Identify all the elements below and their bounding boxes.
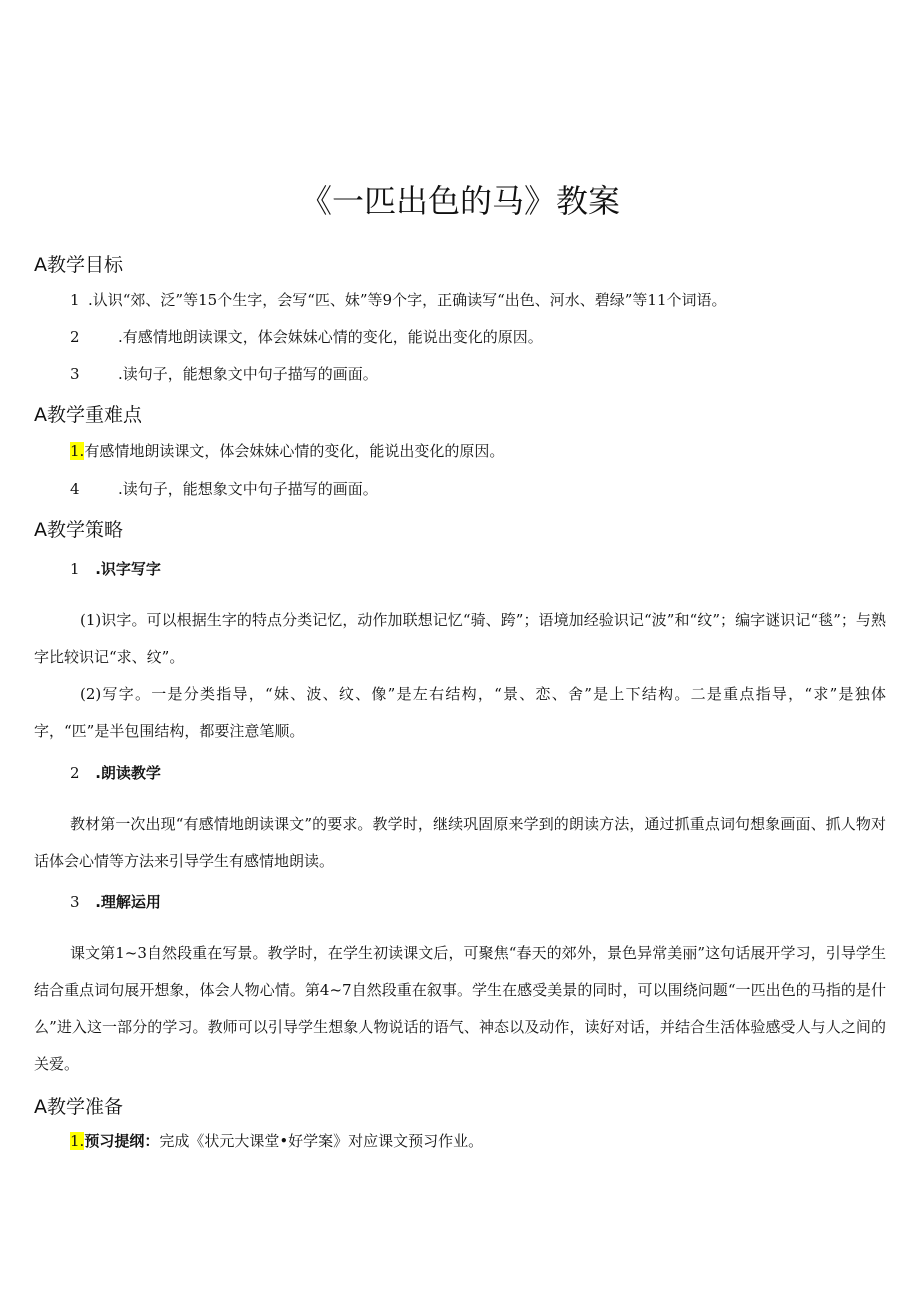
item-number: 1 [70,291,80,309]
sub-number: 1 [70,560,80,578]
strategy-sub-heading-1 [70,558,161,579]
strategy-paragraph-4: 课文第1~3自然段重在写景。教学时，在学生初读课文后，可聚焦“春天的郊外，景色异常美丽”这句话展开学习，引导学生结合重点词句展开想象，体会人物心情。第4~7自然段重在叙事。学生在感受美景的同时，可以围绕问题“一匹出色的马指的是什么”进入这一部分的学习。教师可以引导学生想象人物说话的语气、神态以及动作，读好对话，并结合生活体验感受人与人之间的关爱。 [34,944,886,1073]
strategy-paragraph-1: (1)识字。可以根据生字的特点分类记忆，动作加联想记忆“骑、跨”；语境加经验识记“波”和“纹”；编字谜识记“毯”；与熟字比较识记“求、纹”。 [34,611,886,666]
sub-number: 2 [70,764,80,782]
document-title: 《一匹出色的马》教案 [299,182,620,220]
key-point-item-2 [70,478,378,499]
section-heading-strategy: A教学策略 [34,519,123,541]
sub-label: .识字写字 [95,560,161,578]
goal-item-2 [70,326,543,347]
goal-item-1 [70,289,727,310]
strategy-sub-heading-3 [70,891,161,912]
strategy-paragraph-3: 教材第一次出现“有感情地朗读课文”的要求。教学时，继续巩固原来学到的朗读方法，通过抓重点词句想象画面、抓人物对话体会心情等方法来引导学生有感情地朗读。 [34,815,886,870]
item-number-highlight: 1. [70,442,85,460]
strategy-paragraph-2: (2)写字。一是分类指导，“妹、波、纹、像”是左右结构，“景、恋、舍”是上下结构。二是重点指导，“求”是独体字，“匹”是半包围结构，都要注意笔顺。 [34,685,886,740]
item-text: .读句子，能想象文中句子描写的画面。 [118,480,378,498]
item-label: 预习提纲： [84,1132,160,1150]
item-text: .读句子，能想象文中句子描写的画面。 [118,365,378,383]
item-text: .认识“郊、泛”等15个生字，会写“匹、妹”等9个字，正确读写“出色、河水、碧绿”等11个词语。 [88,291,727,309]
key-point-item-1 [70,440,504,461]
section-heading-goals: A教学目标 [34,254,123,276]
section-heading-preparation: A教学准备 [34,1096,123,1118]
item-text: 完成《状元大课堂•好学案》对应课文预习作业。 [159,1132,484,1150]
item-number-highlight: 1. [70,1132,85,1150]
sub-label: .理解运用 [95,893,161,911]
sub-number: 3 [70,893,80,911]
item-text: 有感情地朗读课文，体会妹妹心情的变化，能说出变化的原因。 [84,442,505,460]
goal-item-3 [70,363,378,384]
section-heading-key-points: A教学重难点 [34,404,142,426]
item-text: .有感情地朗读课文，体会妹妹心情的变化，能说出变化的原因。 [118,328,543,346]
strategy-sub-heading-2 [70,762,161,783]
sub-label: .朗读教学 [95,764,161,782]
item-number: 2 [70,328,80,346]
preparation-item-1 [70,1130,483,1151]
item-number: 4 [70,480,80,498]
item-number: 3 [70,365,80,383]
